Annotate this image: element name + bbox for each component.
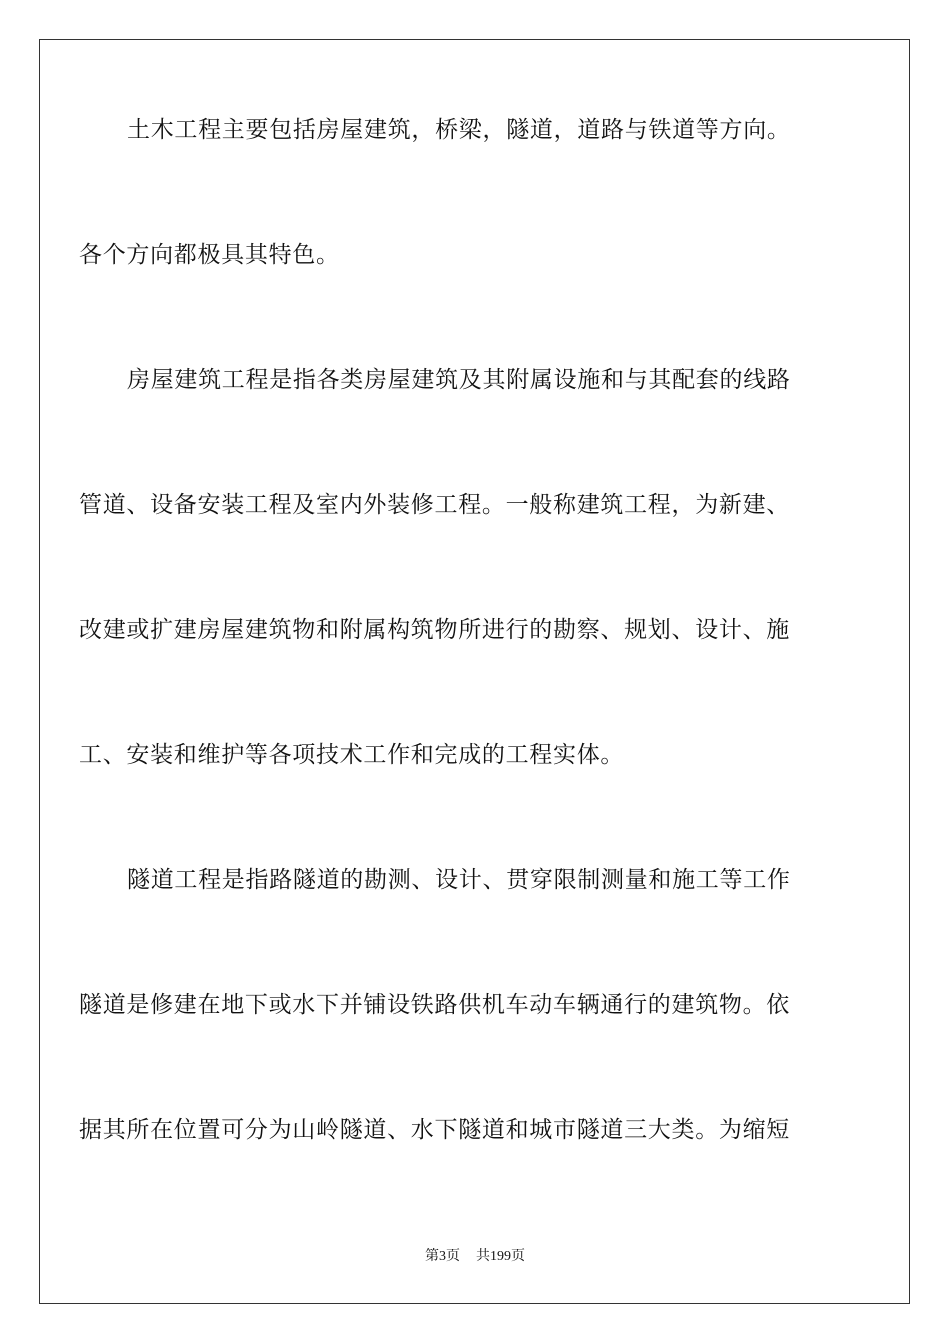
paragraph-2-line-4: 工、安装和维护等各项技术工作和完成的工程实体。: [79, 742, 625, 768]
document-body: [79, 68, 799, 1193]
page-footer: [0, 1245, 950, 1265]
paragraph-3-line-3: 据其所在位置可分为山岭隧道、水下隧道和城市隧道三大类。为缩短: [79, 1117, 790, 1143]
paragraph-2-line-1: 房屋建筑工程是指各类房屋建筑及其附属设施和与其配套的线路: [127, 367, 791, 393]
paragraph-3-line-2: 隧道是修建在地下或水下并铺设铁路供机车动车辆通行的建筑物。依: [79, 992, 790, 1018]
page-total: 共199页: [476, 1249, 525, 1264]
paragraph-1-line-2: 各个方向都极具其特色。: [79, 242, 340, 268]
paragraph-2-line-2: 管道、设备安装工程及室内外装修工程。一般称建筑工程，为新建、: [79, 492, 790, 518]
paragraph-3-line-1: 隧道工程是指路隧道的勘测、设计、贯穿限制测量和施工等工作: [127, 867, 791, 893]
paragraph-1-line-1: 土木工程主要包括房屋建筑，桥梁，隧道，道路与铁道等方向。: [127, 117, 791, 143]
page-number: 第3页: [425, 1249, 460, 1264]
paragraph-2-line-3: 改建或扩建房屋建筑物和附属构筑物所进行的勘察、规划、设计、施: [79, 617, 790, 643]
